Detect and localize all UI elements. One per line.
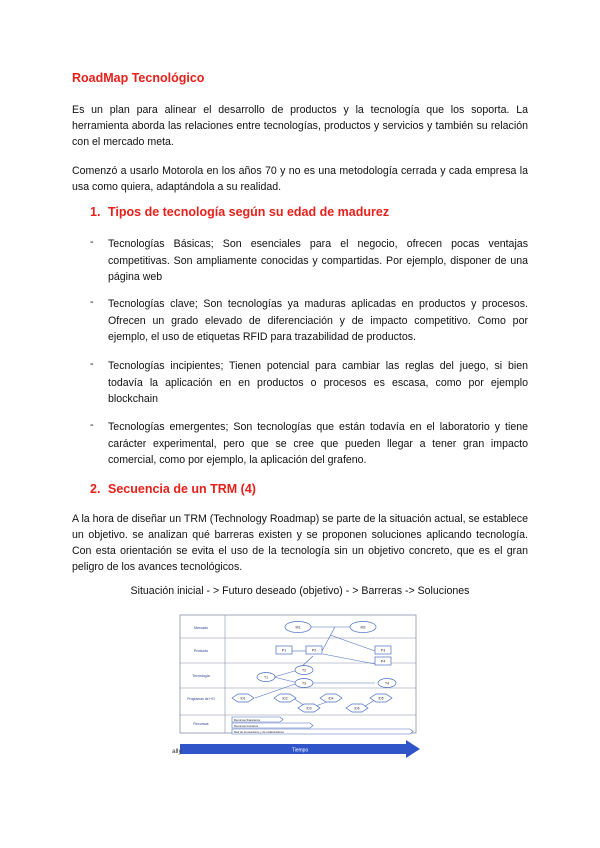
resource-bar-label: Recursos financieros <box>234 718 261 722</box>
bullet-tecnologias-incipientes: Tecnologías incipientes; Tienen potencial para cambiar las reglas del juego, si bien todavía la aplicación en en productos o procesos es escasa, como por ejemplo blockchain <box>108 360 528 405</box>
tech-node-label: T4 <box>385 681 389 686</box>
bullet-tecnologias-basicas: Tecnologías Básicas; Son esenciales para el negocio, ofrecen pocas ventajas competitivas. Son ampliamente conocidas y compartidas. Por ejemplo, disponer de una página web <box>108 238 528 283</box>
section-2-title: Secuencia de un TRM (4) <box>108 482 256 496</box>
resource-bar-label: Red de proveedores y de colaboradores <box>234 730 284 734</box>
bullet-dash: - <box>90 358 94 370</box>
row-label-producto: Producto <box>193 649 209 653</box>
product-node-label: P4 <box>380 659 386 664</box>
trm-diagram <box>170 612 426 760</box>
rd-node-label: ID6 <box>354 706 360 711</box>
rd-node-label: ID2 <box>282 696 288 701</box>
row-label-programas: Programas de I+D <box>187 697 215 701</box>
section-2-heading <box>90 482 256 496</box>
section-1-heading <box>90 205 389 219</box>
bullet-tecnologias-clave: Tecnologías clave; Son tecnologías ya maduras aplicadas en productos y procesos. Ofrecen un grado elevado de diferenciación y de impacto competitivo. Como por ejemplo, el uso de etiquetas RFID para trazabilidad de productos. <box>108 298 528 343</box>
market-node-label: M2 <box>360 625 366 630</box>
bullet-dash: - <box>90 236 94 248</box>
market-node-label: M1 <box>295 625 301 630</box>
product-node-label: P2 <box>311 648 317 653</box>
intro-paragraph-2: Comenzó a usarlo Motorola en los años 70 y no es una metodología cerrada y cada empresa la usa como quiera, adaptándola a su realidad. <box>72 165 528 193</box>
rd-node-label: ID1 <box>240 696 246 701</box>
bullet-dash: - <box>90 419 94 431</box>
tech-node-label: T1 <box>264 675 268 680</box>
row-label-mercado: Mercado <box>194 626 208 630</box>
resource-bar-label: Recursos humanos <box>234 724 259 728</box>
section-1-number: 1. <box>90 205 101 219</box>
cut-off-text: ally <box>172 748 182 755</box>
trm-sequence: Situación inicial - > Futuro deseado (objetivo) - > Barreras -> Soluciones <box>130 585 470 597</box>
tech-node-label: T3 <box>302 681 306 686</box>
product-node-label: P3 <box>380 648 386 653</box>
bullet-tecnologias-emergentes: Tecnologías emergentes; Son tecnologías que están todavía en el laboratorio y tiene carácter experimental, pero que se cree que pueden llegar a tener gran impacto comercial, como por ejemplo, la aplicación del grafeno. <box>108 421 528 466</box>
section-2-paragraph: A la hora de diseñar un TRM (Technology Roadmap) se parte de la situación actual, se establece un objetivo. se analizan qué barreras existen y se proponen soluciones aplicando tecnología. Con esta orientación se evita el uso de la tecnología sin un objetivo concreto, que es el gran peligro de los avances tecnológicos. <box>72 513 528 573</box>
page-title: RoadMap Tecnológico <box>72 71 205 85</box>
section-2-number: 2. <box>90 482 101 496</box>
rd-node-label: ID4 <box>328 696 334 701</box>
product-node-label: P1 <box>281 648 287 653</box>
timeline-label: Tiempo <box>291 747 309 754</box>
rd-node-label: ID3 <box>306 706 312 711</box>
tech-node-label: T2 <box>302 668 306 673</box>
rd-node-label: ID5 <box>378 696 384 701</box>
bullet-dash: - <box>90 296 94 308</box>
intro-paragraph-1: Es un plan para alinear el desarrollo de productos y la tecnología que los soporta. La herramienta aborda las relaciones entre tecnologías, productos y servicios y también su relación con el mercado meta. <box>72 104 528 148</box>
section-1-title: Tipos de tecnología según su edad de madurez <box>108 205 390 219</box>
row-label-recursos: Recursos <box>193 722 209 726</box>
row-label-tecnologia: Tecnología <box>192 674 210 678</box>
